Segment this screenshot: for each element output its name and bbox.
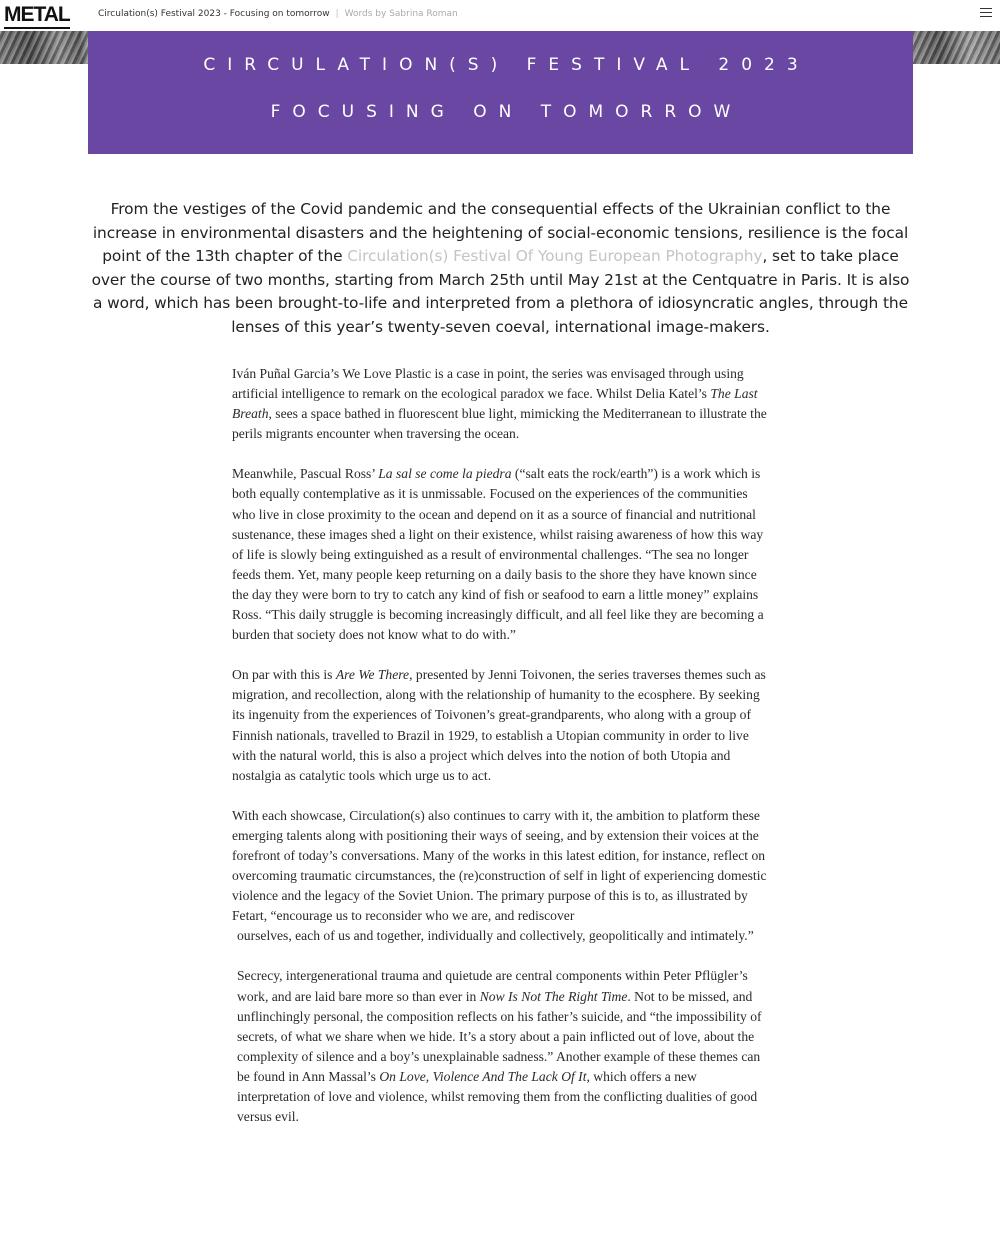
p5-work-title-1: Now Is Not The Right Time [479, 988, 628, 1004]
festival-link[interactable]: Circulation(s) Festival Of Young European Photography [347, 247, 763, 265]
article-paragraph-1 [232, 364, 772, 444]
p2-text-b: (“salt eats the rock/earth”) is a work which is both equally contemplative as it is unmissable. Focused on the experiences of the communities who live in close proximity to the ocean and depend on it as a source of financial and nutritional sustenance, these images shed a light on their existence, whilst raising awareness of how this way of life is slowly being extinguished as a result of environmental challenges. “The sea no longer feeds them. Yet, many people keep returning on a daily basis to the shore they have known since the day they were born to try to catch any kind of fish or seafood to earn a little money” explains Ross. “This daily struggle is becoming increasingly difficult, and all feel like they are becoming a burden that society does not know what to do with.” [232, 466, 764, 643]
p5-text-a: Secrecy, intergenerational trauma and quietude are central components within Peter Pflügler’s work, and are laid bare more so than ever in [237, 968, 748, 1004]
intro-text-start: From the vestiges of the Covid pandemic and the consequential effects of the Ukrainian conflict to the increase in environmental disasters and the heightening of social-economic tensions, resilience is the focal point of the 13th chapter of the [92, 200, 909, 265]
top-bar [0, 0, 1000, 31]
page-subtitle: FOCUSING ON TOMORROW [270, 102, 743, 122]
breadcrumb-title[interactable]: Circulation(s) Festival 2023 - Focusing on tomorrow [98, 9, 330, 19]
byline[interactable]: Words by Sabrina Roman [344, 9, 458, 19]
article-paragraph-4 [232, 806, 772, 927]
p5-text-c: , which offers a new interpretation of love and violence, whilst removing them from the conflicting dualities of good versus evil. [237, 1068, 758, 1125]
article-body [232, 364, 772, 1147]
p5-text-b: . Not to be missed, and unflinchingly personal, the composition reflects on his father’s suicide, and “the impossibility of secrets, of what we share when we hide. It’s a story about a pain inflicted out of love, about the complexity of silence and a boy’s unexplainable sadness.” Another example of these themes can be found in Ann Massal’s [237, 988, 762, 1084]
title-banner [88, 31, 913, 154]
article-paragraph-4-continued [237, 926, 772, 946]
p1-text-a: Iván Puñal Garcia’s We Love Plastic is a case in point, the series was envisaged through using artificial intelligence to remark on the ecological paradox we face. Whilst Delia Katel’s [232, 366, 744, 402]
p1-work-title: The Last Breath [232, 386, 758, 422]
p2-work-title: La sal se come la piedra [378, 466, 512, 482]
article-paragraph-2 [232, 464, 772, 645]
breadcrumb-separator: | [335, 9, 339, 19]
p2-text-a: Meanwhile, Pascual Ross’ [232, 466, 379, 482]
intro-text-end: , set to take place over the course of two months, starting from March 25th until May 21st at the Centquatre in Paris. It is also a word, which has been brought-to-life and interpreted from a plethora of idiosyncratic angles, through the lenses of this year’s twenty-seven coeval, international image-makers. [91, 247, 910, 336]
hamburger-menu-icon[interactable] [980, 8, 992, 20]
page-title: CIRCULATION(S) FESTIVAL 2023 [203, 55, 810, 75]
article-paragraph-3 [232, 665, 772, 786]
p3-work-title: Are We There [335, 667, 410, 683]
p5-work-title-2: On Love, Violence And The Lack Of It [379, 1068, 587, 1084]
p1-text-b: , sees a space bathed in fluorescent blue light, mimicking the Mediterranean to illustrate the perils migrants encounter when traversing the ocean. [232, 406, 767, 442]
breadcrumb [98, 9, 458, 19]
p3-text-a: On par with this is [232, 667, 336, 683]
site-logo[interactable]: METAL [4, 3, 70, 29]
article-paragraph-5 [237, 966, 772, 1127]
p4-text-b: ourselves, each of us and together, individually and collectively, geopolitically and intimately.” [237, 928, 754, 944]
intro-paragraph [88, 198, 913, 339]
p3-text-b: , presented by Jenni Toivonen, the series traverses themes such as migration, and recollection, along with the relationship of humanity to the ecosphere. By seeking its ingenuity from the experiences of Toivonen’s great-grandparents, who along with a group of Finnish nationals, travelled to Brazil in 1929, to establish a Utopian community in order to live with the natural world, this is also a project which delves into the notion of both Utopia and nostalgia as catalytic tools which urge us to act. [232, 667, 766, 783]
p4-text-a: With each showcase, Circulation(s) also continues to carry with it, the ambition to platform these emerging talents along with positioning their ways of seeing, and by extension their voices at the forefront of today’s conversations. Many of the works in this latest edition, for instance, reflect on overcoming traumatic circumstances, the (re)construction of self in light of experiencing domestic violence and the legacy of the Soviet Union. The primary purpose of this is to, as illustrated by Fetart, “encourage us to reconsider who we are, and rediscover [232, 807, 767, 924]
